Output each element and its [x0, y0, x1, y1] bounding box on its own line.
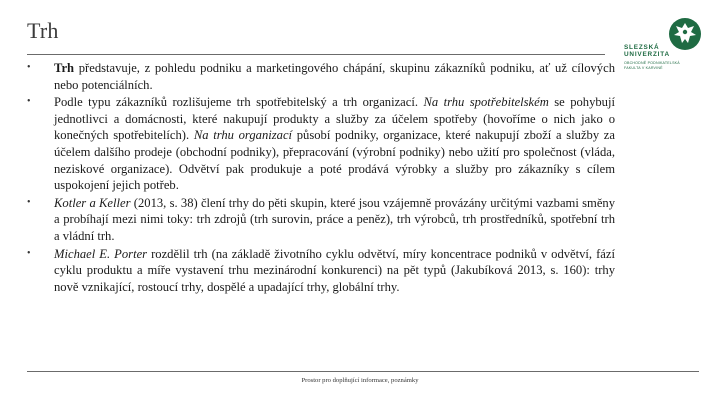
logo-text-line3: OBCHODNĚ PODNIKATELSKÁ [624, 61, 680, 65]
bullet-item [27, 246, 615, 296]
bullet-italic-author: Kotler a Keller [54, 195, 131, 210]
logo-text-line2: UNIVERZITA [624, 51, 670, 58]
bullet-item [27, 60, 615, 93]
bullet-italic-author: Michael E. Porter [54, 246, 148, 261]
eagle-emblem-icon [668, 17, 702, 51]
bullet-text: představuje, z pohledu podniku a marketingového chápání, skupinu zákazníků podniku, ať už cílových nebo potenciálních. [54, 61, 615, 92]
title-divider [27, 54, 605, 55]
bullet-text: se pohybují jednotlivci a domácnosti, které nakupují produkty a služby za účelem spotřeby (hovoříme o nich jako o konečných spotřebitelích). [54, 95, 615, 143]
bullet-item [27, 195, 615, 245]
logo-text-line1: SLEZSKÁ [624, 44, 660, 51]
bullet-text: (2013, s. 38) člení trhy do pěti skupin, které jsou vzájemně provázány určitými vazbami směny a probíhají mezi nimi toky: trh zdrojů (trh surovin, práce a peněz), trh výrobců, trh prostředníků, spotřební trh a vládní trh. [54, 195, 615, 243]
bullet-item [27, 94, 615, 194]
bullet-dot-icon: • [27, 62, 31, 73]
bullet-italic-term: Na trhu spotřebitelském [423, 95, 549, 110]
bullet-text: působí podniky, organizace, které nakupují zboží a služby za účelem dalšího prodeje (obchodní podniky), přepracování (výrobní podniky) nebo užití pro společnost (vláda, neziskové organizace). Odvětví pak produkuje a poté prodává výrobky a služby pro zákazníky s cílem uspokojení jejich potřeb. [54, 128, 615, 193]
footer-divider [27, 371, 699, 372]
bullet-list [27, 60, 615, 295]
bullet-text: rozdělil trh (na základě životního cyklu odvětví, míry koncentrace podniků v odvětví, fází cyklu produktu a míře vystavení trhu mezinárodní konkurenci) na pět typů (Jakubíková 2013, s. 160): trhy nově vznikající, rostoucí trhy, dospělé a upadající trhy, globální trhy. [54, 246, 615, 294]
university-logo [624, 17, 700, 73]
logo-text-line4: FAKULTA V KARVINÉ [624, 66, 663, 70]
bullet-text: Podle typu zákazníků rozlišujeme trh spotřebitelský a trh organizací. [54, 95, 424, 110]
bullet-italic-term: Na trhu organizací [193, 128, 293, 143]
slide-title: Trh [27, 18, 59, 43]
content-body [27, 60, 615, 295]
bullet-lead-term: Trh [54, 61, 75, 75]
bullet-dot-icon: • [27, 196, 31, 208]
bullet-dot-icon: • [27, 96, 31, 108]
bullet-dot-icon: • [27, 247, 31, 259]
footer-note: Prostor pro doplňující informace, poznámky [301, 377, 419, 384]
